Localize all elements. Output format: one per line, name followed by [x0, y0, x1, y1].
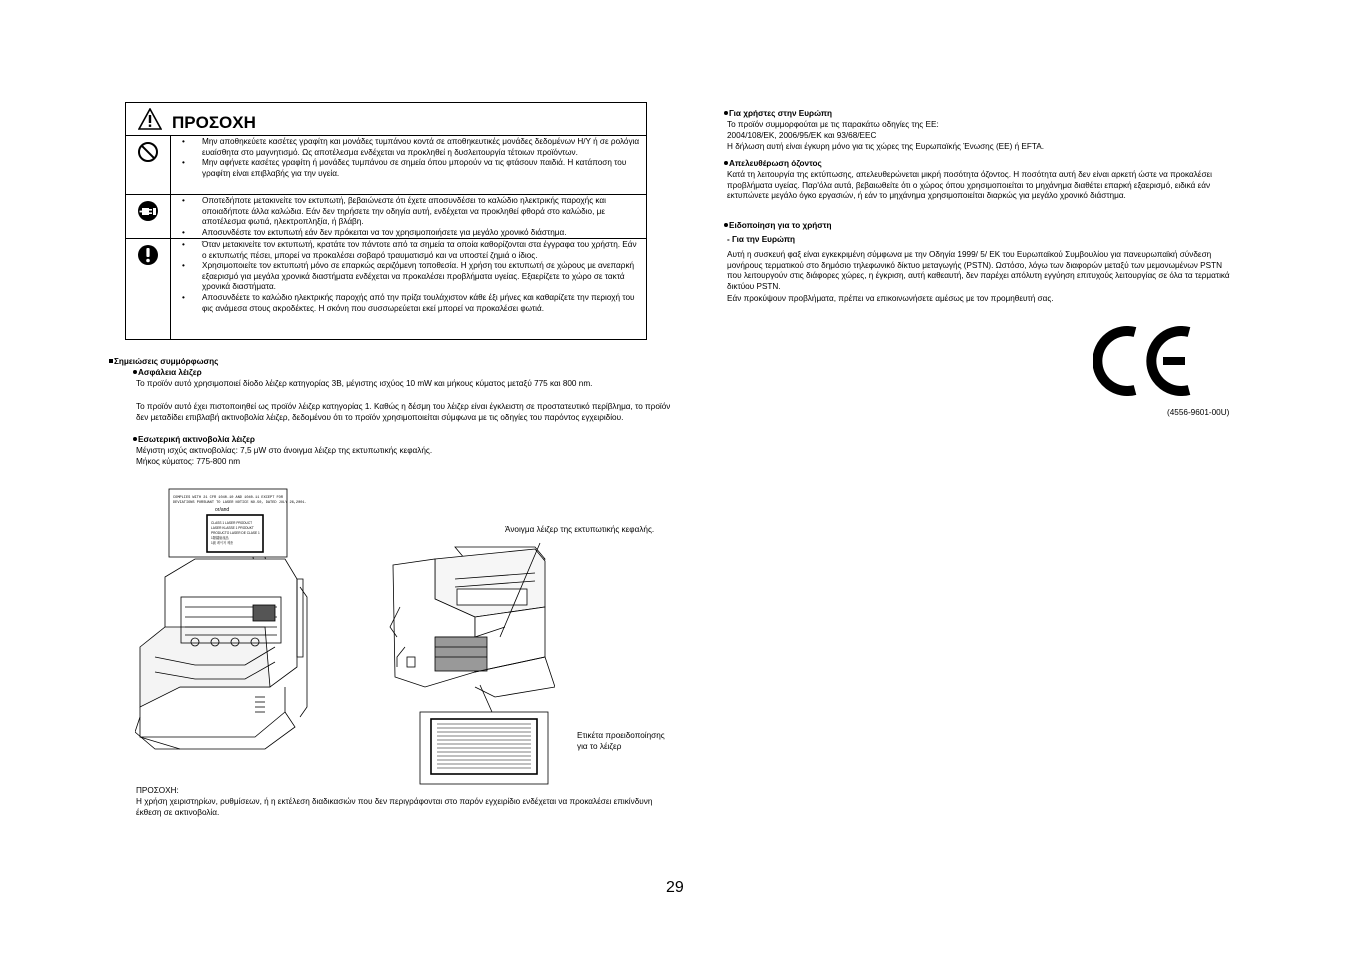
- laser-safety-p1: Το προϊόν αυτό χρησιμοποιεί δίοδο λέιζερ κατηγορίας 3B, μέγιστης ισχύος 10 mW και μήκους κύματος μεταξύ 775 και 800 nm.: [136, 379, 593, 388]
- user-notice-text: Αυτή η συσκευή φαξ είναι εγκεκριμένη σύμφωνα με την Οδηγία 1999/ 5/ ΕΚ του Ευρωπαϊκού Συμβουλίου για πανευρωπαϊκή σύνδεση μονήρους τερματικού στο δημόσιο τηλεφωνικό δίκτυο μεταγωγής (PSTN). Ωστόσο, λόγω των διαφορών μεταξύ των μεμονωμένων PSTN που λειτουργούν στις διάφορες χώρες, η έγκριση, αυτή καθεαυτή, δεν παρέχει απόλυτη εγγύηση επιτυχούς λειτουργίας σε όλα τα τερματικά δικτύου PSTN.: [727, 250, 1230, 291]
- caution-row-unplug: [126, 195, 646, 239]
- laser-safety-heading: Ασφάλεια λέιζερ: [133, 368, 202, 379]
- compliance-heading: Σημειώσεις συμμόρφωσης: [109, 357, 218, 368]
- warning-label-caption: Ετικέτα προειδοποίησης για το λέιζερ: [577, 731, 665, 751]
- user-notice-heading: Ειδοποίηση για το χρήστη: [724, 221, 832, 232]
- class-label-line: LASER KLASSE 1 PRODUKT: [211, 526, 254, 530]
- europe-line1: Το προϊόν συμμορφούται με τις παρακάτω οδηγίες της ΕΕ:: [727, 120, 939, 129]
- caution-item: • Μην αποθηκεύετε κασέτες γραφίτη και μονάδες τυμπάνου κοντά σε αποθηκευτικές μονάδες δεδομένων Η/Υ ή σε ρολόγια ευαίσθητα στο μαγνητισμό. Ως αποτέλεσμα ενδέχεται να προκληθεί η δυσλειτουργία τέτοιων προϊόντων.: [182, 137, 642, 158]
- certification-label-or: or/and: [215, 507, 230, 513]
- printer-illustration-open: [135, 559, 307, 749]
- page-number: 29: [666, 879, 684, 896]
- caution-note-text: Η χρήση χειριστηρίων, ρυθμίσεων, ή η εκτέλεση διαδικασιών που δεν περιγράφονται στο παρόν εγχειρίδιο ενδέχεται να προκαλέσει επικίνδυνη έκθεση σε ακτινοβολία.: [136, 797, 653, 817]
- caution-item: • Χρησιμοποιείτε τον εκτυπωτή μόνο σε επαρκώς αεριζόμενη τοποθεσία. Η χρήση του εκτυπωτή σε χώρους με ανεπαρκή εξαερισμό για μεγάλα χρονικά διαστήματα ενδέχεται να προκαλέσει προβλήματα υγείας. Εξαερίζετε το χώρο σε τακτά χρονικά διαστήματα.: [182, 261, 642, 293]
- class-label-line: 1級 레이저 제품: [211, 541, 234, 545]
- exclamation-icon: [137, 244, 159, 266]
- internal-laser-wavelength: Μήκος κύματος: 775-800 nm: [136, 457, 241, 466]
- europe-line2: 2004/108/ΕΚ, 2006/95/ΕΚ και 93/68/EEC: [727, 131, 877, 140]
- ce-code: (4556-9601-00U): [1167, 408, 1230, 417]
- caution-item: • Αποσυνδέετε το καλώδιο ηλεκτρικής παροχής από την πρίζα τουλάχιστον κάθε έξι μήνες και καθαρίζετε την περιοχή του φις ανάμεσα στους ακροδέκτες. Η σκόνη που συσσωρεύεται εκεί μπορεί να προκαλέσει φωτιά.: [182, 293, 642, 314]
- caution-title: ΠΡΟΣΟΧΗ: [172, 113, 256, 132]
- caution-icon-cell: [126, 136, 171, 194]
- prohibition-icon: [137, 141, 159, 163]
- square-bullet-icon: [109, 359, 113, 363]
- ozone-heading: Απελευθέρωση όζοντος: [724, 159, 822, 170]
- caution-item: • Μην αφήνετε κασέτες γραφίτη ή μονάδες τυμπάνου σε σημεία όπου μπορούν να τις φτάσουν παιδιά. Η κατάποση του γραφίτη είναι επιβλαβής για την υγεία.: [182, 158, 642, 179]
- caution-row-exclamation: [126, 239, 646, 339]
- aperture-caption: Άνοιγμα λέιζερ της εκτυπωτικής κεφαλής.: [505, 525, 655, 534]
- caution-list: [182, 196, 642, 238]
- class-label-line: CLASS 1 LASER PRODUCT: [211, 521, 253, 525]
- caution-list: [182, 137, 642, 179]
- class-label-line: PRODUCTO LASER DE CLASE 1: [211, 531, 260, 535]
- caution-item: • Οποτεδήποτε μετακινείτε τον εκτυπωτή, βεβαιώνεστε ότι έχετε αποσυνδέσει το καλώδιο ηλεκτρικής παροχής και οποιαδήποτε άλλα καλώδια. Εάν δεν τηρήσετε την οδηγία αυτή, ενδέχεται να προκληθεί φθορά στο καλώδιο, με αποτέλεσμα φωτιά, ηλεκτροπληξία, ή βλάβη.: [182, 196, 642, 228]
- bullet-icon: [133, 437, 137, 441]
- caution-item: • Όταν μετακινείτε τον εκτυπωτή, κρατάτε τον πάντοτε από τα σημεία τα οποία καθορίζονται στα έγγραφα του χρήστη. Εάν ο εκτυπωτής πέσει, μπορεί να προκαλέσει σοβαρό τραυματισμό και να υποστεί ζημιά ο ίδιος.: [182, 240, 642, 261]
- bullet-icon: [724, 223, 728, 227]
- laser-label-figure: [135, 487, 555, 787]
- user-notice-subheading: - Για την Ευρώπη: [727, 235, 795, 244]
- europe-line3: Η δήλωση αυτή είναι έγκυρη μόνο για τις χώρες της Ευρωπαϊκής Ένωσης (ΕΕ) ή EFTA.: [727, 142, 1045, 151]
- bullet-icon: [724, 161, 728, 165]
- unplug-icon: [137, 200, 159, 222]
- certification-label-line1: COMPLIES WITH 21 CFR 1040.10 AND 1040.11 EXCEPT FOR: [173, 496, 283, 500]
- caution-icon-cell: [126, 195, 171, 238]
- ce-mark-icon: [1093, 326, 1193, 396]
- caution-note-title: ΠΡΟΣΟΧΗ:: [136, 786, 179, 795]
- bullet-icon: [133, 370, 137, 374]
- laser-safety-p2: Το προϊόν αυτό έχει πιστοποιηθεί ως προϊόν λέιζερ κατηγορίας 1. Καθώς η δέσμη του λέιζερ είναι έγκλειστη σε προστατευτικό περίβλημα, το προϊόν δεν μεταδίδει επιβλαβή ακτινοβολία λέιζερ, δεδομένου ότι το προϊόν χρησιμοποιείται σύμφωνα με τις οδηγίες του παρόντος εγχειριδίου.: [136, 402, 671, 422]
- warning-triangle-icon: [138, 108, 162, 130]
- printer-illustration-mfp: [390, 547, 555, 697]
- internal-laser-power: Μέγιστη ισχύς ακτινοβολίας: 7,5 μW στο άνοιγμα λέιζερ της εκτυπωτικής κεφαλής.: [136, 446, 433, 455]
- europe-heading: Για χρήστες στην Ευρώπη: [724, 109, 832, 120]
- caution-icon-cell: [126, 239, 171, 339]
- class-label-line: 1類鐳射產品: [211, 536, 229, 540]
- bullet-icon: [724, 111, 728, 115]
- caution-row-prohibition: [126, 136, 646, 195]
- warning-label: [431, 719, 537, 774]
- certification-label-line2: DEVIATIONS PURSUANT TO LASER NOTICE NO.50, DATED JULY 26,2001.: [173, 501, 307, 505]
- caution-list: [182, 240, 642, 314]
- caution-item: • Αποσυνδέστε τον εκτυπωτή εάν δεν πρόκειται να τον χρησιμοποιήσετε για μεγάλο χρονικό διάστημα.: [182, 228, 642, 239]
- caution-header: [126, 103, 646, 136]
- caution-box: [125, 102, 647, 340]
- ozone-text: Κατά τη λειτουργία της εκτύπωσης, απελευθερώνεται μικρή ποσότητα όζοντος. Η ποσότητα αυτή δεν είναι αρκετή ώστε να προκαλέσει προβλήματα υγείας. Παρ'όλα αυτά, βεβαιωθείτε ότι ο χώρος όπου χρησιμοποιείται το μηχάνημα διαθέτει επαρκή εξαερισμό, ειδικά εάν εκτυπώνετε μεγάλο όγκο εργασιών, ή εάν το μηχάνημα χρησιμοποιείται διαρκώς για μεγάλο χρονικό διάστημα.: [727, 170, 1212, 201]
- user-notice-text2: Εάν προκύψουν προβλήματα, πρέπει να επικοινωνήσετε αμέσως με τον προμηθευτή σας.: [727, 294, 1054, 303]
- internal-laser-heading: Εσωτερική ακτινοβολία λέιζερ: [133, 435, 255, 446]
